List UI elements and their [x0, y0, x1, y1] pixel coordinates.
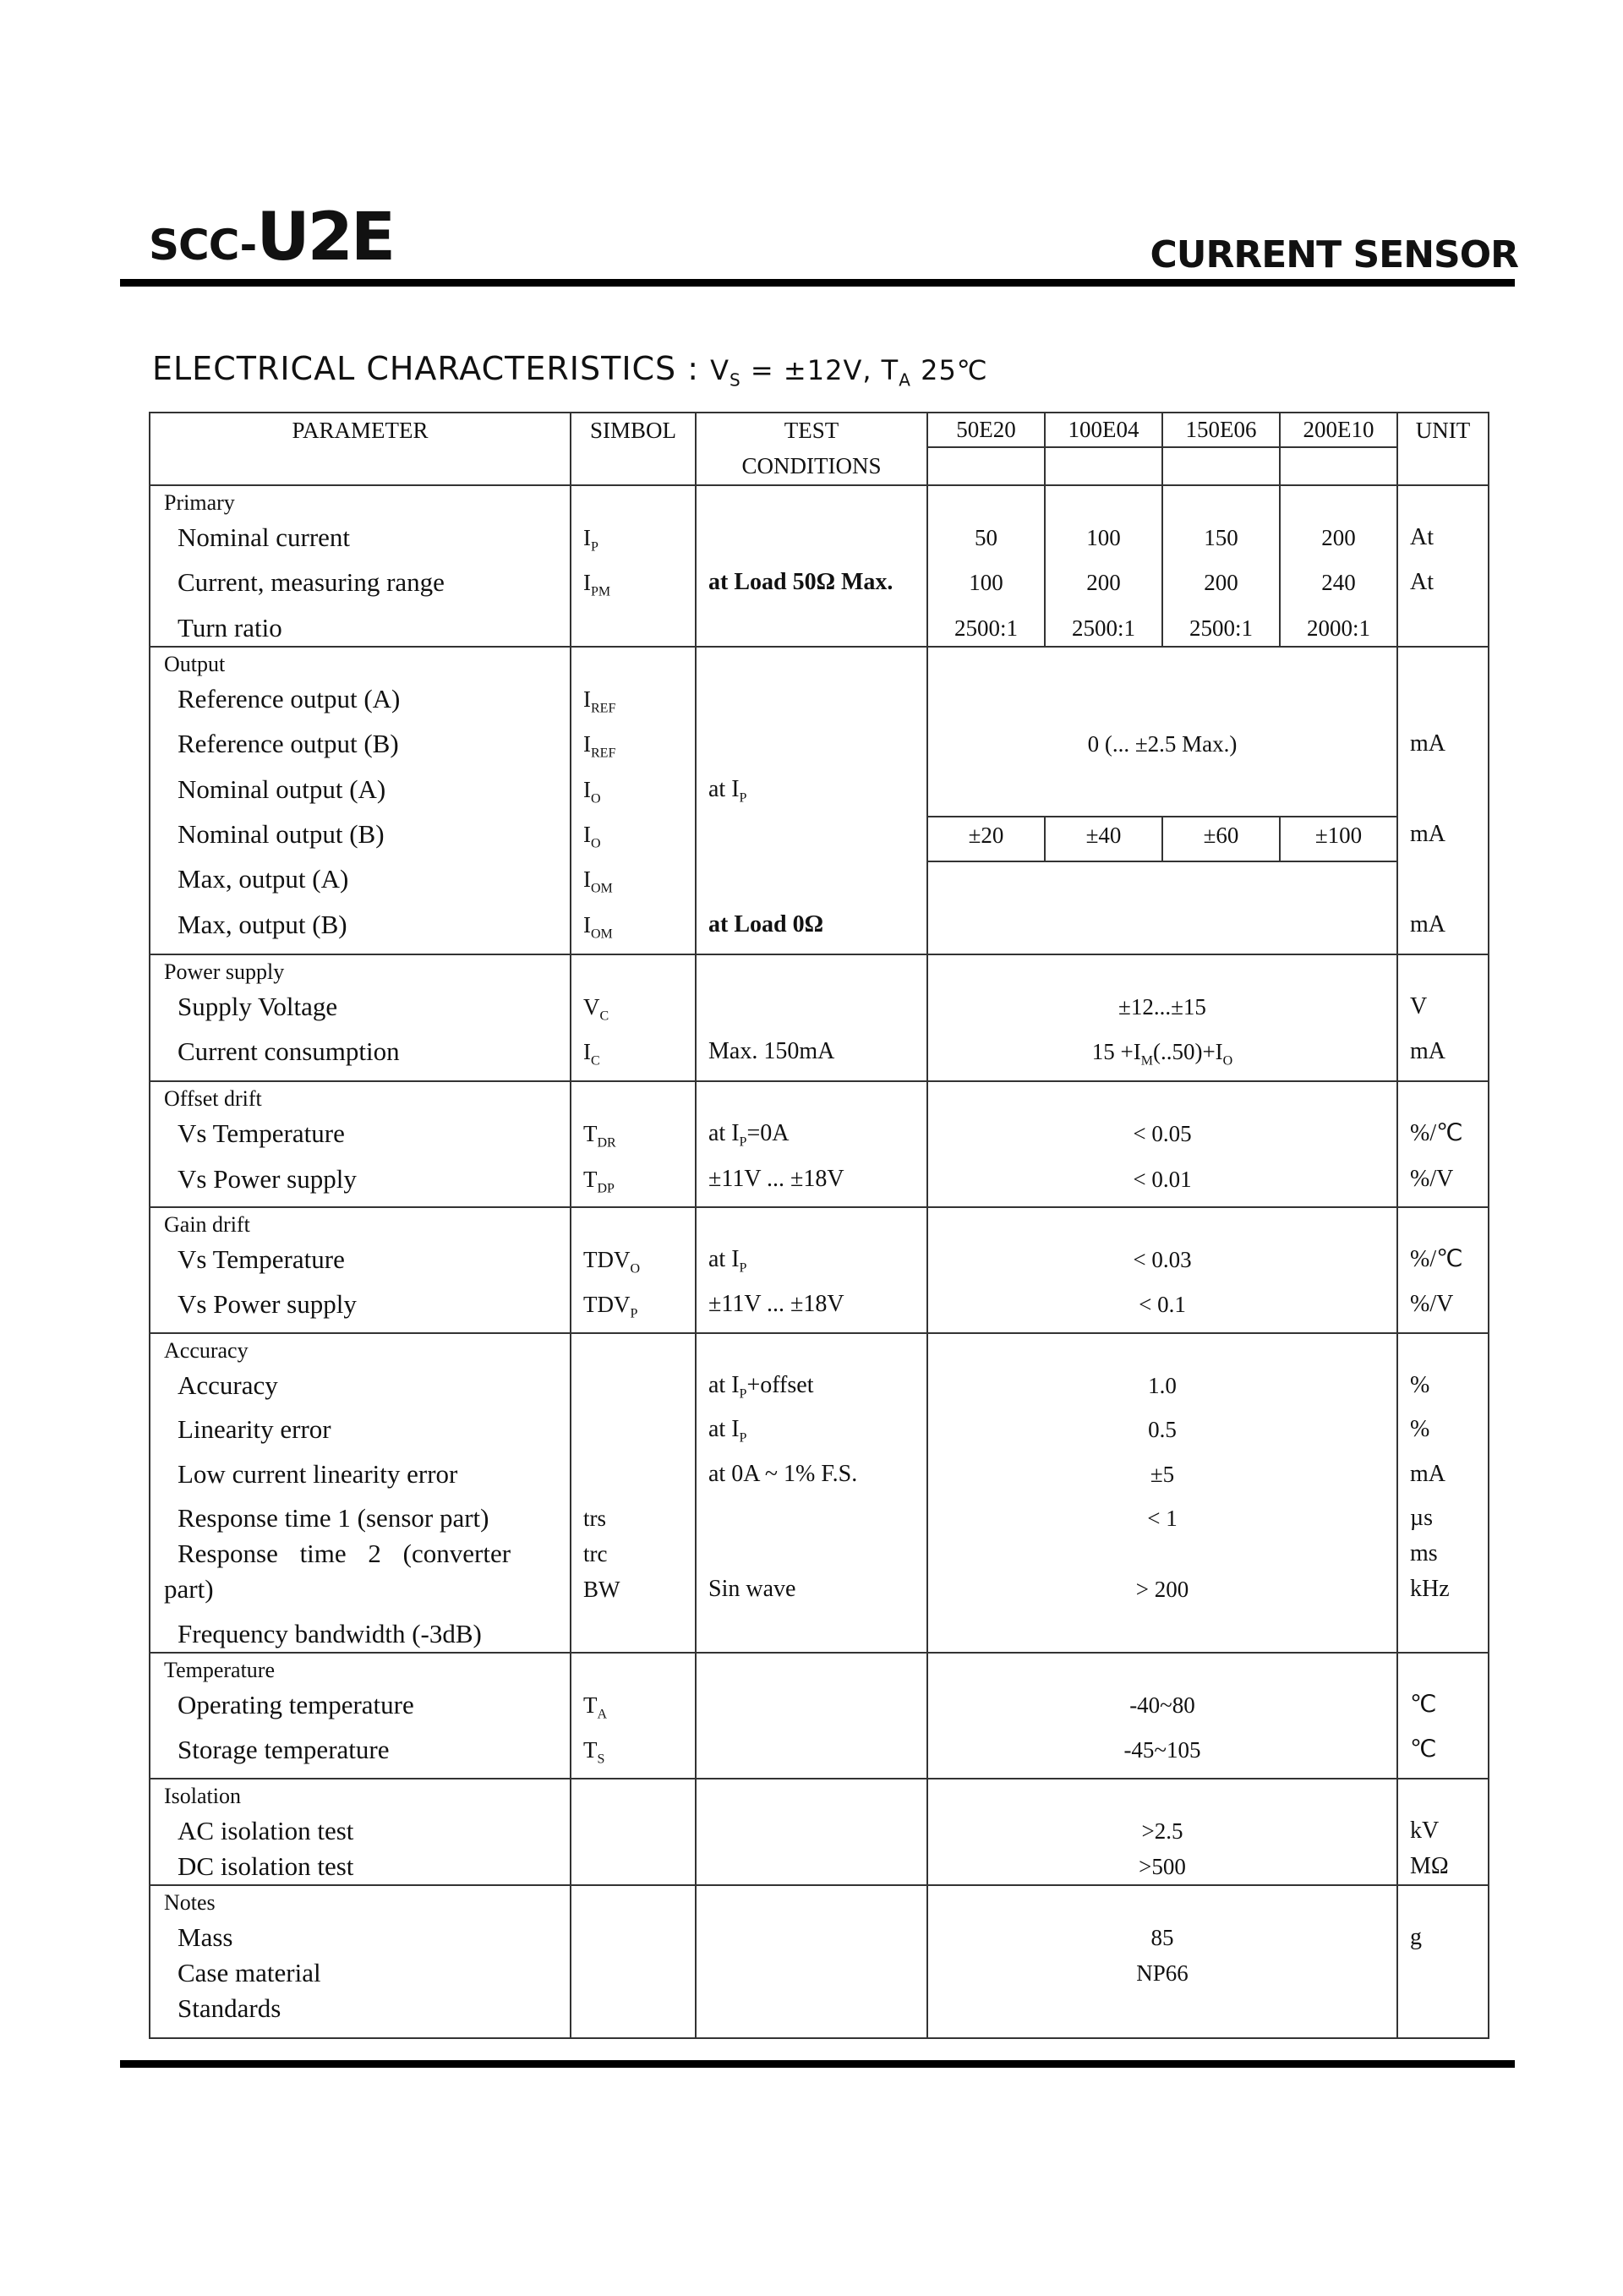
table-row: Reference output (B) $I_{REF}$ 0 (... ±2.5 Max.) mA [150, 726, 1489, 771]
group-power: Power supply [150, 954, 571, 989]
output-section [150, 647, 1489, 954]
table-row: Max, output (A) $I_{OM}$ [150, 861, 1489, 906]
table-row: Vs Temperature $TDV_O$ at $I_P$ < 0.03 %/℃ [150, 1242, 1489, 1287]
table-row: Case material NP66 [150, 1955, 1489, 1991]
header-row-1 [150, 413, 1489, 447]
table-row: Reference output (A) $I_{REF}$ [150, 681, 1489, 726]
gain-section [150, 1207, 1489, 1333]
table-row: Vs Power supply $T_{DP}$ ±11V ... ±18V < 0.01 %/V [150, 1162, 1489, 1207]
offset-section [150, 1081, 1489, 1207]
notes-section [150, 1885, 1489, 2038]
brand-prefix: SCC- [149, 221, 257, 270]
table-row: Storage temperature $T_S$ -45~105 ℃ [150, 1732, 1489, 1778]
table-row: Nominal output (A) $I_O$ at $I_P$ [150, 772, 1489, 817]
table-row: Frequency bandwidth (-3dB) [150, 1616, 1489, 1653]
brand-logo [149, 200, 393, 276]
table-row: Nominal current $I_P$ 50 100 150 200 At [150, 520, 1489, 565]
document-subtitle: CURRENT SENSOR [1150, 233, 1518, 276]
table-row: Operating temperature $T_A$ -40~80 ℃ [150, 1687, 1489, 1732]
table-row: Response time 1 (sensor part) trs < 1 µs [150, 1501, 1489, 1536]
spec-table [149, 412, 1489, 2039]
group-isolation: Isolation [150, 1779, 571, 1813]
primary-section [150, 485, 1489, 647]
header-parameter: PARAMETER [150, 413, 571, 447]
table-row: Standards [150, 1991, 1489, 2038]
table-row: Vs Power supply $TDV_P$ ±11V ... ±18V < 0.1 %/V [150, 1287, 1489, 1332]
top-rule [120, 279, 1515, 287]
table-row: DC isolation test >500 MΩ [150, 1849, 1489, 1885]
table-row: Response time 2 (converter trc ms [150, 1536, 1489, 1572]
header-test: TEST [696, 413, 927, 447]
table-row: Turn ratio 2500:1 2500:1 2500:1 2000:1 [150, 610, 1489, 647]
header-model-4: 200E10 [1280, 413, 1397, 447]
table-row: AC isolation test >2.5 kV [150, 1813, 1489, 1849]
table-row: Low current linearity error at 0A ~ 1% F.S. ±5 mA [150, 1457, 1489, 1501]
group-primary: Primary [150, 485, 571, 520]
group-notes: Notes [150, 1885, 571, 1920]
header-unit: UNIT [1397, 413, 1489, 447]
reference-output-value: 0 (... ±2.5 Max.) [927, 726, 1397, 771]
table-row: Vs Temperature $T_{DR}$ at $I_P=0A$ < 0.05 %/℃ [150, 1116, 1489, 1161]
group-offset: Offset drift [150, 1081, 571, 1116]
group-gain: Gain drift [150, 1207, 571, 1242]
temperature-section [150, 1653, 1489, 1779]
table-row: Accuracy at $I_P+offset$ 1.0 % [150, 1368, 1489, 1413]
header-conditions: CONDITIONS [696, 447, 927, 485]
header-section [150, 413, 1489, 485]
section-conditions: $V_S = \pm 12V$, $T_A$ 25℃ [710, 354, 988, 391]
table-row: Current, measuring range $I_{PM}$ at Load 50Ω Max. 100 200 200 240 At [150, 565, 1489, 610]
isolation-section [150, 1779, 1489, 1885]
table-row: Max, output (B) $I_{OM}$ at Load 0Ω mA [150, 907, 1489, 954]
group-accuracy: Accuracy [150, 1333, 571, 1368]
table-row: Nominal output (B) $I_O$ ±20 ±40 ±60 ±100 mA [150, 817, 1489, 861]
group-temperature: Temperature [150, 1653, 571, 1687]
table-row: Supply Voltage $V_C$ ±12...±15 V [150, 989, 1489, 1034]
section-title [152, 350, 988, 390]
table-row: part) BW Sin wave > 200 kHz [150, 1572, 1489, 1616]
header-model-1: 50E20 [927, 413, 1045, 447]
accuracy-section [150, 1333, 1489, 1653]
section-title-text: ELECTRICAL CHARACTERISTICS : [152, 350, 700, 387]
bottom-rule [120, 2060, 1515, 2068]
power-section [150, 954, 1489, 1081]
group-output: Output [150, 647, 571, 681]
table-row: Mass 85 g [150, 1920, 1489, 1955]
header-model-2: 100E04 [1045, 413, 1162, 447]
brand-model: U2E [256, 200, 394, 276]
header-symbol: SIMBOL [571, 413, 696, 447]
table-row: Current consumption $I_C$ Max. 150mA $15 +I_M(..50)+I_O$ mA [150, 1034, 1489, 1081]
table-row: Linearity error at $I_P$ 0.5 % [150, 1412, 1489, 1457]
header-row-2 [150, 447, 1489, 485]
header-model-3: 150E06 [1162, 413, 1280, 447]
